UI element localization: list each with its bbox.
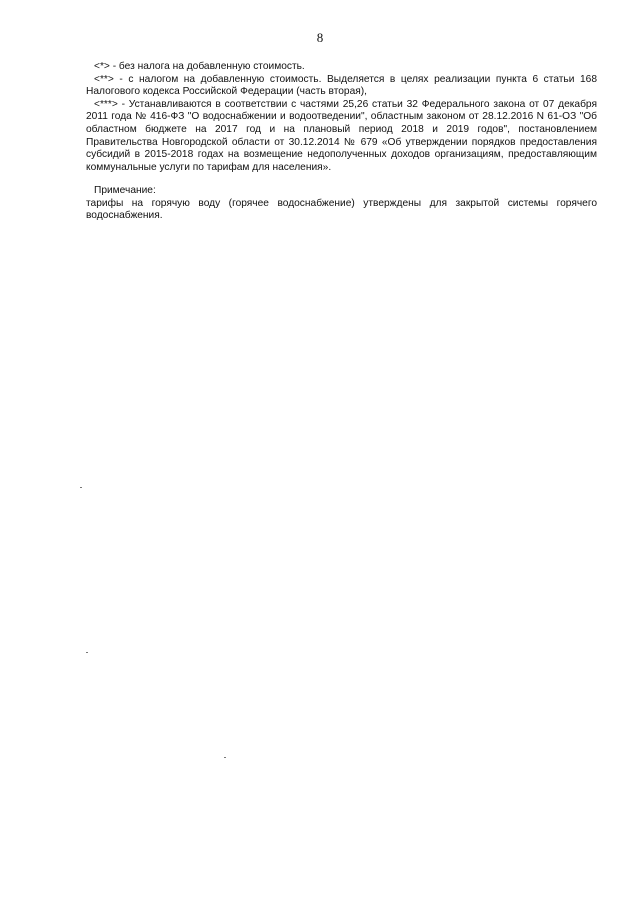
note-title: Примечание: [94,185,156,196]
footnote-no-vat: <*> - без налога на добавленную стоимость. [94,61,305,72]
footnote-legal-basis: <***> - Устанавливаются в соответствии с частями 25,26 статьи 32 Федерального закона от 07 декабря 2011 года № 416-ФЗ "О водоснабжении и водоотведении", областным законом от 28.12.2016 N 61-ОЗ "Об областном бюджете на 2017 год и на плановый период 2018 и 2019 годов", постановлением Правительства Новгородской области от 30.12.2014 № 679 «Об утверждении порядков предоставления субсидий в 2015-2018 годах на возмещение недополученных доходов организациям, предоставляющим коммунальные услуги по тарифам для населения». [86,98,597,173]
footnotes [86,61,597,174]
page-number: 8 [316,30,324,45]
scan-speck [224,757,226,758]
scan-speck [80,487,82,488]
note-block [86,185,597,223]
note-text: тарифы на горячую воду (горячее водоснабжение) утверждены для закрытой системы горячего водоснабжения. [86,197,597,222]
scan-speck [86,652,88,653]
footnote-with-vat: <**> - с налогом на добавленную стоимость. Выделяется в целях реализации пункта 6 статьи 168 Налогового кодекса Российской Федерации (часть вторая), [86,73,597,98]
